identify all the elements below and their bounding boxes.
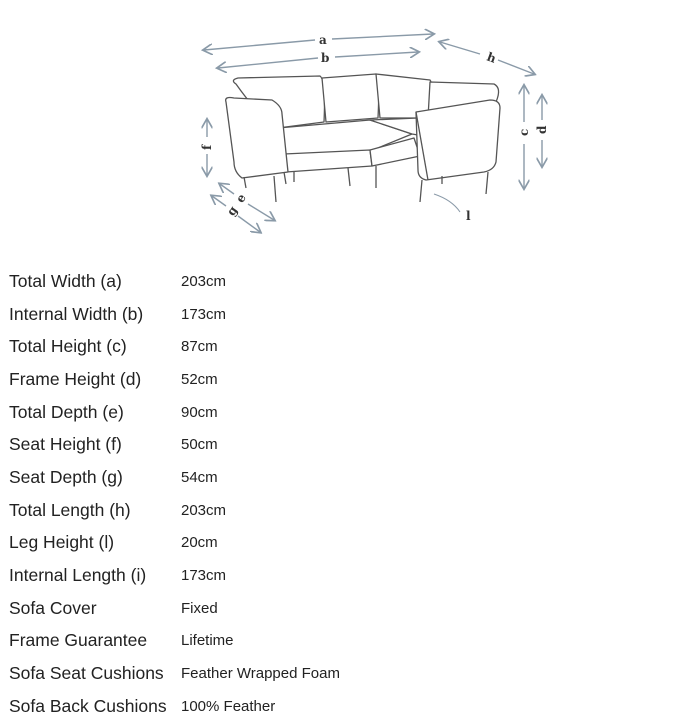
spec-value: 87cm — [181, 338, 218, 356]
dim-label-e: e — [232, 191, 249, 206]
spec-value: 100% Feather — [181, 697, 276, 715]
spec-row-seat-height — [9, 428, 609, 461]
spec-row-leg-height — [9, 527, 609, 560]
spec-value: 173cm — [181, 567, 227, 585]
spec-value: 54cm — [181, 468, 218, 486]
sofa-diagram-svg — [190, 22, 650, 262]
spec-value: Feather Wrapped Foam — [181, 665, 340, 683]
specifications-table — [9, 265, 609, 723]
dim-label-a: a — [319, 33, 327, 47]
spec-label: Seat Depth (g) — [9, 466, 123, 487]
spec-row-total-height — [9, 330, 609, 363]
spec-row-sofa-cover — [9, 592, 609, 625]
sofa-outline — [226, 74, 500, 180]
spec-label: Seat Height (f) — [9, 434, 122, 455]
spec-label: Frame Guarantee — [9, 630, 148, 651]
dim-label-g: g — [223, 203, 241, 219]
spec-label: Total Width (a) — [9, 270, 122, 291]
spec-label: Total Height (c) — [9, 336, 127, 357]
dim-label-d: d — [535, 125, 549, 134]
spec-value: 50cm — [181, 436, 218, 454]
dim-label-f: f — [200, 144, 214, 150]
spec-row-total-width — [9, 265, 609, 298]
spec-label: Internal Width (b) — [9, 303, 144, 324]
spec-row-internal-length — [9, 559, 609, 592]
dim-label-h: h — [484, 49, 498, 66]
spec-label: Total Length (h) — [9, 499, 131, 520]
spec-value: Lifetime — [181, 632, 234, 650]
spec-value: 20cm — [181, 534, 218, 552]
dim-label-b: b — [321, 51, 330, 65]
spec-label: Leg Height (l) — [9, 532, 115, 553]
spec-label: Sofa Back Cushions — [9, 695, 167, 716]
spec-row-seat-cushions — [9, 657, 609, 690]
spec-row-frame-guarantee — [9, 625, 609, 658]
spec-row-seat-depth — [9, 461, 609, 494]
spec-value: 52cm — [181, 370, 218, 388]
spec-row-total-length — [9, 494, 609, 527]
spec-label: Total Depth (e) — [9, 401, 124, 422]
spec-value: Fixed — [181, 599, 218, 617]
spec-label: Frame Height (d) — [9, 368, 142, 389]
spec-label: Internal Length (i) — [9, 565, 147, 586]
sofa-dimension-diagram — [190, 22, 650, 262]
spec-value: 203cm — [181, 501, 227, 519]
spec-row-frame-height — [9, 363, 609, 396]
spec-label: Sofa Cover — [9, 597, 97, 618]
spec-row-internal-width — [9, 298, 609, 331]
spec-value: 173cm — [181, 305, 227, 323]
spec-label: Sofa Seat Cushions — [9, 663, 164, 684]
dim-label-c: c — [517, 128, 531, 136]
spec-row-total-depth — [9, 396, 609, 429]
spec-value: 203cm — [181, 272, 227, 290]
dim-label-l: l — [466, 209, 471, 223]
spec-row-back-cushions — [9, 690, 609, 723]
spec-value: 90cm — [181, 403, 218, 421]
